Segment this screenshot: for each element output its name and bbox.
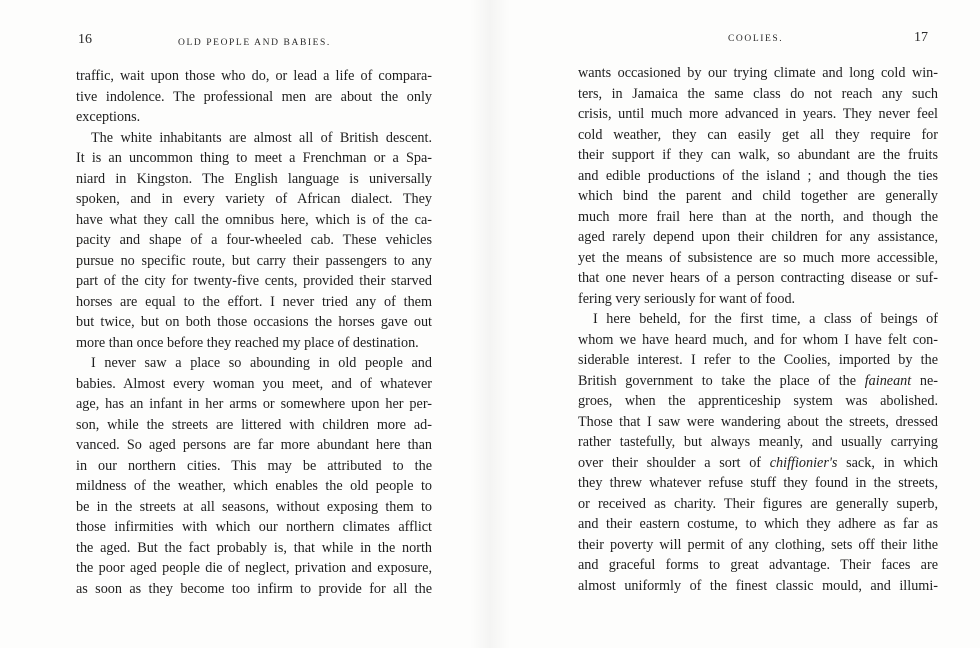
text-line: wants occasioned by our trying climate and long cold win- bbox=[578, 65, 938, 81]
text-line: cold weather, they can easily get all they require for bbox=[578, 126, 938, 143]
text-line: or received as charity. Their figures are generally superb, bbox=[578, 495, 938, 512]
text-line: traffic, wait upon those who do, or lead a life of compara- bbox=[76, 68, 432, 84]
text-line: those infirmities with which our northern climates afflict bbox=[76, 519, 432, 535]
text-line: tive indolence. The professional men are about the only bbox=[76, 88, 432, 105]
text-line: but twice, but on both those occasions the horses gave out bbox=[76, 314, 432, 330]
text-line: vanced. So aged persons are far more abundant here than bbox=[76, 437, 432, 453]
page-number: 16 bbox=[78, 32, 92, 47]
right-page bbox=[490, 0, 980, 648]
text-line: aged rarely depend upon their children for any assistance, bbox=[578, 229, 938, 245]
emphasized-word: faineant bbox=[864, 372, 912, 389]
text-line: whom we have heard much, and for whom I have felt con- bbox=[578, 331, 938, 348]
running-head: OLD PEOPLE AND BABIES. bbox=[178, 38, 331, 48]
text-line: exceptions. bbox=[76, 109, 141, 125]
text-line: It is an uncommon thing to meet a Frenchman or a Spa- bbox=[76, 150, 432, 166]
text-line: much more frail here than at the north, and though the bbox=[578, 208, 938, 225]
text-line: ters, in Jamaica the same class do not reach any such bbox=[578, 85, 938, 102]
text-line: crisis, until much more advanced in years. They never feel bbox=[578, 106, 938, 122]
text-line: as soon as they become too infirm to provide for all the bbox=[76, 580, 432, 597]
text-line: pacity and shape of a four-wheeled cab. These vehicles bbox=[76, 232, 432, 248]
text-line: be in the streets at all seasons, without exposing them to bbox=[76, 498, 432, 515]
text-line: the aged. But the fact probably is, that while in the north bbox=[76, 539, 432, 556]
text-line: part of the city for twenty-five cents, provided their starved bbox=[76, 273, 432, 289]
text-line: almost uniformly of the finest classic mould, and illumi- bbox=[578, 577, 938, 594]
text-line: yet the means of subsistence are so much more accessible, bbox=[578, 249, 938, 266]
emphasized-word: chiffionier's bbox=[769, 454, 838, 471]
text-line: The white inhabitants are almost all of British descent. bbox=[91, 129, 432, 146]
text-line: rather tastefully, but always meanly, and usually carrying bbox=[578, 434, 938, 450]
text-line: that one never hears of a person contracting disease or suf- bbox=[578, 270, 938, 286]
text-line: groes, when the apprenticeship system was abolished. bbox=[578, 393, 938, 409]
text-line: mildness of the weather, which enables the old people to bbox=[76, 478, 432, 494]
text-segment: British government to take the place of the bbox=[578, 372, 865, 389]
text-line: they threw whatever refuse stuff they found in the streets, bbox=[578, 475, 938, 491]
text-line: and edible productions of the island ; and though the ties bbox=[578, 167, 938, 184]
text-segment: sack, in which bbox=[837, 454, 939, 471]
text-line: siderable interest. I refer to the Coolies, imported by the bbox=[578, 352, 938, 368]
body-text bbox=[76, 66, 432, 599]
text-line: have what they call the omnibus here, which is of the ca- bbox=[76, 211, 432, 228]
text-line: horses are equal to the effort. I never tried any of them bbox=[76, 293, 432, 310]
text-line: and graceful forms to great advantage. Their faces are bbox=[578, 557, 938, 573]
text-line: babies. Almost every woman you meet, and of whatever bbox=[76, 375, 432, 392]
text-line: I here beheld, for the first time, a class of beings of bbox=[593, 311, 938, 327]
text-line: Those that I saw were wandering about the streets, dressed bbox=[578, 413, 938, 430]
text-line: pursue no specific route, but carry their passengers to any bbox=[76, 252, 432, 269]
text-segment: ne- bbox=[911, 372, 938, 389]
text-line bbox=[578, 453, 938, 474]
text-line: more than once before they reached my place of destination. bbox=[76, 334, 419, 351]
text-line: fering very seriously for want of food. bbox=[578, 290, 796, 307]
text-line: son, while the streets are littered with children more ad- bbox=[76, 416, 432, 433]
text-line: I never saw a place so abounding in old people and bbox=[91, 355, 432, 371]
text-line: spoken, and in every variety of African dialect. They bbox=[76, 191, 432, 207]
text-line: and their eastern costume, to which they adhere as far as bbox=[578, 516, 938, 532]
text-segment: over their shoulder a sort of bbox=[578, 454, 770, 471]
page-number: 17 bbox=[914, 30, 928, 45]
text-line: their poverty will permit of any clothing, sets off their lithe bbox=[578, 536, 938, 553]
text-line: which bind the parent and child together are generally bbox=[578, 188, 938, 204]
body-text bbox=[578, 63, 938, 596]
running-head: COOLIES. bbox=[728, 34, 784, 44]
text-line: niard in Kingston. The English language is universally bbox=[76, 170, 432, 187]
text-line bbox=[578, 371, 938, 392]
text-line: their support if they can walk, so abundant are the fruits bbox=[578, 147, 938, 163]
text-line: in our northern cities. This may be attributed to the bbox=[76, 457, 432, 474]
text-line: age, has an infant in her arms or somewhere upon her per- bbox=[76, 396, 432, 412]
text-line: the poor aged people die of neglect, privation and exposure, bbox=[76, 560, 432, 576]
